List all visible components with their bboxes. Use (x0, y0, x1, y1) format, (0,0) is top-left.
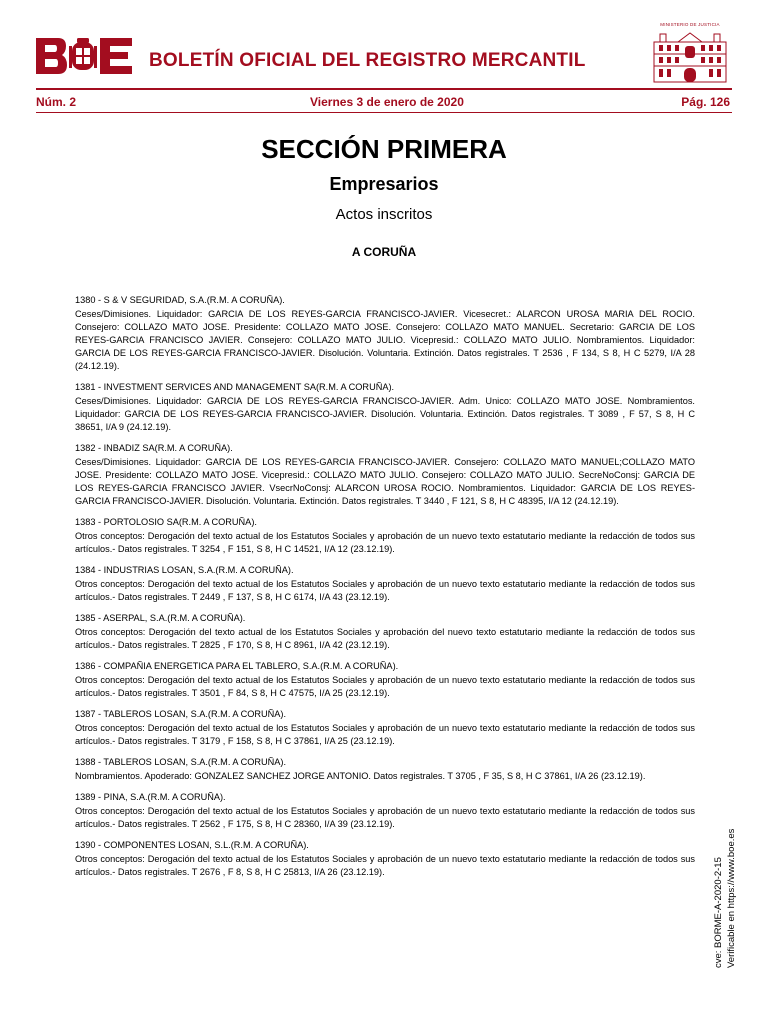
page-number: Pág. 126 (681, 95, 730, 109)
list-item (75, 660, 695, 700)
header-rule-bottom (36, 112, 732, 113)
list-item (75, 442, 695, 508)
entry-text: Otros conceptos: Derogación del texto actual de los Estatutos Sociales y aprobación de un nuevo texto estatutario mediante la redacción de todos sus artículos.- Datos registrales. T 3501 , F 84, S 8, H C 47575, I/A 25 (23.12.19). (75, 675, 695, 698)
entry-text: Otros conceptos: Derogación del texto actual de los Estatutos Sociales y aprobación de un nuevo texto estatutario mediante la redacción de todos sus artículos.- Datos registrales. T 2449 , F 137, S 8, H C 6174, I/A 43 (23.12.19). (75, 579, 695, 602)
cve-code: cve: BORME-A-2020-2-15 (713, 857, 724, 968)
verification-text (712, 808, 738, 968)
list-item (75, 708, 695, 748)
issue-date: Viernes 3 de enero de 2020 (310, 95, 464, 109)
entry-heading: 1384 - INDUSTRIAS LOSAN, S.A.(R.M. A CORUÑA). (75, 565, 294, 575)
entry-list (75, 294, 695, 887)
entry-text: Ceses/Dimisiones. Liquidador: GARCIA DE LOS REYES-GARCIA FRANCISCO-JAVIER. Consejero: COLLAZO MATO MANUEL;COLLAZO MATO JOSE. Presidente: COLLAZO MATO JOSE. Vicepresid.: COLLAZO MATO JULIO. Consejero: COLLAZO MATO JULIO. SecreNoConsj: GARCIA DE LOS REYES-GARCIA FRANCISCO JAVIER. VsecrNoConsj: ALARCON UROSA ROCIO. Nombramientos. Liquidador: GARCIA DE LOS REYES-GARCIA FRANCISCO-JAVIER. Disolución. Voluntaria. Extinción. Datos registrales. T 3440 , F 121, S 8, H C 48395, I/A 12 (24.12.19). (75, 457, 695, 506)
list-item (75, 839, 695, 879)
entry-text: Ceses/Dimisiones. Liquidador: GARCIA DE LOS REYES-GARCIA FRANCISCO-JAVIER. Adm. Unico: COLLAZO MATO JOSE. Nombramientos. Liquidador: GARCIA DE LOS REYES-GARCIA FRANCISCO-JAVIER. Disolución. Voluntaria. Extinción. Datos registrales. T 3089 , F 57, S 8, H C 38651, I/A 9 (24.12.19). (75, 396, 695, 432)
header-rule (36, 88, 732, 90)
list-item (75, 516, 695, 556)
entry-heading: 1381 - INVESTMENT SERVICES AND MANAGEMENT SA(R.M. A CORUÑA). (75, 382, 395, 392)
entry-text: Otros conceptos: Derogación del texto actual de los Estatutos Sociales y aprobación de un nuevo texto estatutario mediante la redacción de todos sus artículos.- Datos registrales. T 3254 , F 151, S 8, H C 14521, I/A 12 (23.12.19). (75, 531, 695, 554)
coat-of-arms-icon (69, 38, 97, 70)
entry-heading: 1388 - TABLEROS LOSAN, S.A.(R.M. A CORUÑA). (75, 757, 287, 767)
verification-url[interactable]: Verificable en https://www.boe.es (726, 828, 737, 968)
list-item (75, 294, 695, 373)
entry-text: Otros conceptos: Derogación del texto actual de los Estatutos Sociales y aprobación de un nuevo texto estatutario mediante la redacción de todos sus artículos.- Datos registrales. T 3179 , F 158, S 8, H C 37861, I/A 25 (23.12.19). (75, 723, 695, 746)
entry-heading: 1387 - TABLEROS LOSAN, S.A.(R.M. A CORUÑA). (75, 709, 287, 719)
section-title: SECCIÓN PRIMERA (261, 134, 507, 164)
entry-heading: 1389 - PINA, S.A.(R.M. A CORUÑA). (75, 792, 226, 802)
ministry-label: MINISTERIO DE JUSTICIA (660, 22, 720, 27)
list-item (75, 791, 695, 831)
entry-heading: 1383 - PORTOLOSIO SA(R.M. A CORUÑA). (75, 517, 257, 527)
entry-text: Nombramientos. Apoderado: GONZALEZ SANCHEZ JORGE ANTONIO. Datos registrales. T 3705 , F 35, S 8, H C 37861, I/A 26 (23.12.19). (75, 771, 646, 781)
entry-heading: 1385 - ASERPAL, S.A.(R.M. A CORUÑA). (75, 613, 246, 623)
list-item (75, 612, 695, 652)
ministry-emblem (650, 22, 730, 84)
section-subtitle: Empresarios (329, 174, 439, 194)
entry-heading: 1390 - COMPONENTES LOSAN, S.L.(R.M. A CORUÑA). (75, 840, 309, 850)
entry-text: Ceses/Dimisiones. Liquidador: GARCIA DE LOS REYES-GARCIA FRANCISCO-JAVIER. Vicesecret.: ALARCON UROSA MARIA DEL ROCIO. Consejero: COLLAZO MATO JOSE. Presidente: COLLAZO MATO JOSE. Consejero: COLLAZO MATO MANUEL. Secretario: GARCIA DE LOS REYES-GARCIA FRANCISCO JAVIER. Consejero: COLLAZO MATO JULIO. Vicepresid.: COLLAZO MATO JULIO. Nombramientos. Liquidador: GARCIA DE LOS REYES-GARCIA FRANCISCO-JAVIER. Disolución. Voluntaria. Extinción. Datos registrales. T 2536 , F 134, S 8, H C 5279, I/A 28 (24.12.19). (75, 309, 695, 371)
issue-number: Núm. 2 (36, 95, 77, 109)
entry-heading: 1380 - S & V SEGURIDAD, S.A.(R.M. A CORUÑA). (75, 295, 285, 305)
section-subsubtitle: Actos inscritos (335, 206, 433, 223)
list-item (75, 756, 695, 783)
verification-sidebar (712, 808, 740, 968)
province-heading: A CORUÑA (351, 245, 417, 259)
entry-text: Otros conceptos: Derogación del texto actual de los Estatutos Sociales y aprobación del nuevo texto estatutario mediante la redacción de todos sus artículos.- Datos registrales. T 2825 , F 170, S 8, H C 8961, I/A 42 (23.12.19). (75, 627, 695, 650)
publication-title: BOLETÍN OFICIAL DEL REGISTRO MERCANTIL (149, 50, 586, 71)
boe-logo (36, 38, 132, 74)
list-item (75, 564, 695, 604)
entry-heading: 1386 - COMPAÑIA ENERGETICA PARA EL TABLERO, S.A.(R.M. A CORUÑA). (75, 661, 399, 671)
entry-heading: 1382 - INBADIZ SA(R.M. A CORUÑA). (75, 443, 233, 453)
list-item (75, 381, 695, 434)
entry-text: Otros conceptos: Derogación del texto actual de los Estatutos Sociales y aprobación de un nuevo texto estatutario mediante la redacción de todos sus artículos.- Datos registrales. T 2562 , F 175, S 8, H C 28360, I/A 39 (23.12.19). (75, 806, 695, 829)
entry-text: Otros conceptos: Derogación del texto actual de los Estatutos Sociales y aprobación de un nuevo texto estatutario mediante la redacción de todos sus artículos.- Datos registrales. T 2676 , F 8, S 8, H C 25813, I/A 26 (23.12.19). (75, 854, 695, 877)
building-icon (650, 28, 730, 84)
